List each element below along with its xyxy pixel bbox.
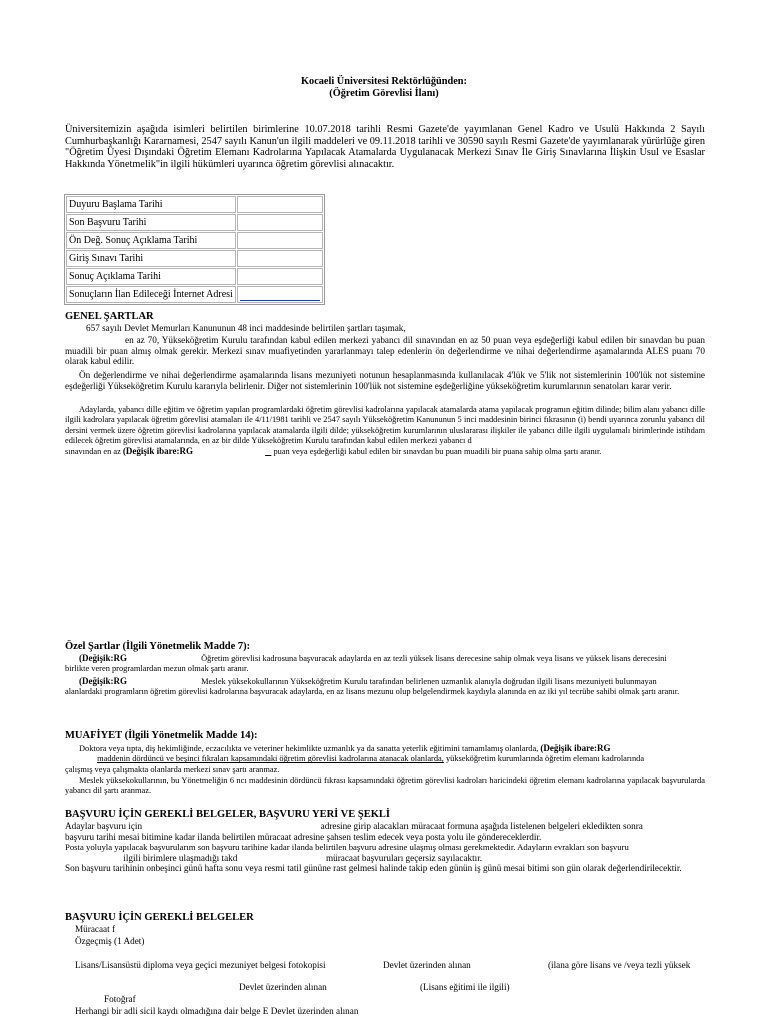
- genel-p3: Ön değerlendirme ve nihai değerlendirme aşamalarında lisans mezuniyeti notunun hesaplanmasında kullanılacak 4'lük ve 5'lik not sistemlerinin 100'lük not sistemine eşdeğerliği Yükseköğretim Kurulu kararıyla belirlenir. Diğer not sistemlerinin 100'lük not sistemine eşdeğerliğine yükseköğretim kurumlarının senatoları karar verir.: [65, 370, 705, 391]
- muafiyet-p1-rest: yükseköğretim kurumlarında öğretim elemanı kadrolarında: [445, 754, 645, 764]
- date-label: Giriş Sınavı Tarihi: [66, 250, 236, 267]
- basvuru-l5: Son başvuru tarihinin onbeşinci günü hafta sonu veya resmi tatil gününe rast gelmesi halinde takip eden günün iş günü mesai bitimi son gün olarak değerlendirilecektir.: [65, 863, 682, 874]
- genel-p1: 657 sayılı Devlet Memurları Kanununun 48 inci maddesinde belirtilen şartları taşımak,: [86, 323, 406, 333]
- date-label: Son Başvuru Tarihi: [66, 214, 236, 231]
- belge-item-3-source: Devlet üzerinden alınan: [383, 960, 471, 970]
- genel-p2: en az 70, Yükseköğretim Kurulu tarafından kabul edilen merkezi yabancı dil sınavından en az 50 puan veya eşdeğerliği kabul edilen bir sınavdan bu puan muadili bir puan almış olmak gerekir. Merkezi sınav muafiyetinden yararlanmayı talep edenlerin ön değerlendirme ve nihai değerlendirme aşamalarında ALES puanı 70 olarak kabul edilir.: [65, 335, 705, 367]
- basvuru-l4a: ilgili birimlere ulaşmadığı takd: [123, 852, 238, 863]
- muafiyet-p1-end: çalışmış veya çalışmakta olanlarda merkezi sınav şartı aranmaz.: [65, 764, 280, 774]
- belge-item-3: Lisans/Lisansüstü diploma veya geçici mezuniyet belgesi fotokopisi: [75, 960, 326, 970]
- ozel-sartlar-title: Özel Şartlar (İlgili Yönetmelik Madde 7):: [65, 641, 251, 652]
- ozel-tag-2: (Değişik:RG: [79, 676, 127, 686]
- belge-item-6-text: Herhangi bir adli sicil kaydı olmadığına dair belge E: [75, 1006, 269, 1016]
- date-label: Ön Değ. Sonuç Açıklama Tarihi: [66, 232, 236, 249]
- muafiyet-p1-bold: (Değişik ibare:RG: [540, 743, 611, 753]
- basvuru-title: BAŞVURU İÇİN GEREKLİ BELGELER, BAŞVURU YERİ VE ŞEKLİ: [65, 809, 390, 820]
- date-value: [237, 250, 323, 267]
- ozel-text-2b: alanlardaki programların öğretim görevlisi kadrolarına başvuracak adaylarda, en az lisans mezunu olup belgelendirmek kaydıyla alanında en az iki yıl tecrübe sahibi olmak şartı aranır.: [65, 687, 680, 697]
- belge-item-6: [75, 1006, 358, 1017]
- ozel-tag-1: (Değişik:RG: [79, 653, 127, 663]
- ozel-text-1a: Öğretim görevlisi kadrosuna başvuracak adaylarda en az tezli yüksek lisans derecesine sahip olmak veya lisans ve yüksek lisans derecesini: [201, 654, 667, 663]
- table-row: [66, 196, 323, 213]
- notice-title: Kocaeli Üniversitesi Rektörlüğünden:: [301, 76, 467, 87]
- belge-item-1: Müracaat f: [75, 924, 116, 934]
- ozel-item-2: [65, 676, 705, 698]
- basvuru-l3: Posta yoluyla yapılacak başvurularım son başvuru tarihine kadar ilanda belirtilen başvuru adresine ulaşmış olması gerekmektedir. Adayların evrakları son başvuru: [65, 842, 629, 853]
- belge-item-4-source: Devlet üzerinden alınan: [239, 982, 327, 992]
- date-label: Sonuçların İlan Edileceği İnternet Adresi: [66, 286, 236, 303]
- date-value: [237, 214, 323, 231]
- muafiyet-p1: [65, 743, 715, 775]
- internet-address-link[interactable]: [237, 286, 323, 303]
- basvuru-body: [65, 821, 705, 874]
- table-row: [66, 250, 323, 267]
- ozel-item-1: [65, 653, 705, 675]
- table-row: [66, 286, 323, 303]
- muafiyet-p1-underlined: maddenin dördüncü ve beşinci fıkraları kapsamındaki öğretim görevlisi kadrolarına atanacak olanlarda,: [97, 754, 444, 764]
- date-label: Duyuru Başlama Tarihi: [66, 196, 236, 213]
- basvuru-l4b: müracaat başvuruları geçersiz sayılacaktır.: [325, 852, 483, 863]
- date-value: [237, 268, 323, 285]
- date-value: [237, 232, 323, 249]
- belge-item-6-source: Devlet üzerinden alınan: [270, 1006, 359, 1016]
- date-value: [237, 196, 323, 213]
- belgeler-title: BAŞVURU İÇİN GEREKLİ BELGELER: [65, 912, 254, 923]
- genel-p4-end: [65, 446, 705, 457]
- notice-subtitle: (Öğretim Görevlisi İlanı): [329, 87, 439, 99]
- table-row: [66, 232, 323, 249]
- notice-heading: [0, 76, 768, 99]
- intro-paragraph: Üniversitemizin aşağıda isimleri belirtilen birimlerine 10.07.2018 tarihli Resmi Gazete'de yayımlanan Genel Kadro ve Usulü Hakkında 2 Sayılı Cumhurbaşkanlığı Kararnamesi, 2547 sayılı Kanun'un ilgili maddeleri ve 09.11.2018 tarihli ve 30590 sayılı Resmi Gazete'de yayımlanarak yürürlüğe giren "Öğretim Üyesi Dışındaki Öğretim Elemanı Kadrolarına Yapılacak Atamalarda Uygulanacak Merkezi Sınav İle Giriş Sınavlarına İlişkin Usul ve Esaslar Hakkında Yönetmelik"in ilgili hükümleri uyarınca öğretim görevlisi alınacaktır.: [65, 124, 705, 170]
- dates-table: [64, 194, 325, 305]
- belge-item-2: Özgeçmiş (1 Adet): [75, 936, 145, 946]
- belge-item-4-note: (Lisans eğitimi ile ilgili): [420, 982, 510, 992]
- genel-p4-bold: (Değişik ibare:RG: [122, 446, 193, 456]
- basvuru-l1b: adresine girip alacakları müracaat formuna aşağıda listelenen belgeleri ekledikten sonra: [320, 821, 643, 831]
- table-row: [66, 214, 323, 231]
- genel-p4: Adaylarda, yabancı dille eğitim ve öğretim yapılan programlardaki öğretim görevlisi kadrolarına yapılacak atamalarda atama yapılacak programın eğitim dilinde; bilim alanı yabancı dille ilgili kadrolara yapılacak öğretim görevlisi atamaları ile 4/11/1981 tarihli ve 2547 sayılı Yükseköğretim Kanununun 5 inci maddesinin birinci fıkrasının (i) bendi uyarınca zorunlu yabancı dil dersini vermek üzere öğretim görevlisi kadrolarına yapılacak atamalarda ilgili dilde; yükseköğretim kurumlarının uluslararası ilişkiler ile yabancı dille ilgili uygulamalı birimlerinde istihdam edilecek öğretim görevlisi atamalarında, en az bir dilde Yükseköğretim Kurulu tarafından kabul edilen merkezi yabancı d: [65, 405, 705, 446]
- date-label: Sonuç Açıklama Tarihi: [66, 268, 236, 285]
- genel-p4c: puan veya eşdeğerliği kabul edilen bir sınavdan bu puan muadili bir puana sahip olma şartı aranır.: [273, 447, 602, 456]
- muafiyet-title: MUAFİYET (İlgili Yönetmelik Madde 14):: [65, 730, 258, 741]
- belge-item-5: Fotoğraf: [104, 994, 136, 1004]
- genel-sartlar-title: GENEL ŞARTLAR: [65, 311, 154, 322]
- belge-item-3-note: (ilana göre lisans ve /veya tezli yüksek: [548, 960, 691, 970]
- muafiyet-p1-text: Doktora veya tıpta, diş hekimliğinde, eczacılıkta ve veteriner hekimlikte uzmanlık ya da sanatta yeterlik eğitimini tamamlamış olanlarda,: [79, 744, 539, 753]
- ozel-text-2a: Meslek yüksekokullarının Yükseköğretim Kurulu tarafından belirlenen uzmanlık alanıyla doğrudan ilgili lisans mezuniyeti bulunmayan: [201, 677, 657, 686]
- muafiyet-p2: Meslek yüksekokullarının, bu Yönetmeliğin 6 ncı maddesinin dördüncü fıkrası kapsamındaki öğretim görevlisi kadroları haricindeki öğretim elemanı kadrolarına yapılacak başvurularda yabancı dil şartı aranmaz.: [65, 776, 705, 796]
- basvuru-l2: başvuru tarihi mesai bitimine kadar ilanda belirtilen müracaat adresine şahsen teslim edecek veya posta yolu ile göndereceklerdir.: [65, 831, 542, 842]
- basvuru-l1a: Adaylar başvuru için: [65, 821, 143, 831]
- table-row: [66, 268, 323, 285]
- ozel-text-1b: birlikte veren programlardan mezun olmak şartı aranır.: [65, 664, 249, 674]
- genel-p4b: sınavından en az: [65, 447, 121, 456]
